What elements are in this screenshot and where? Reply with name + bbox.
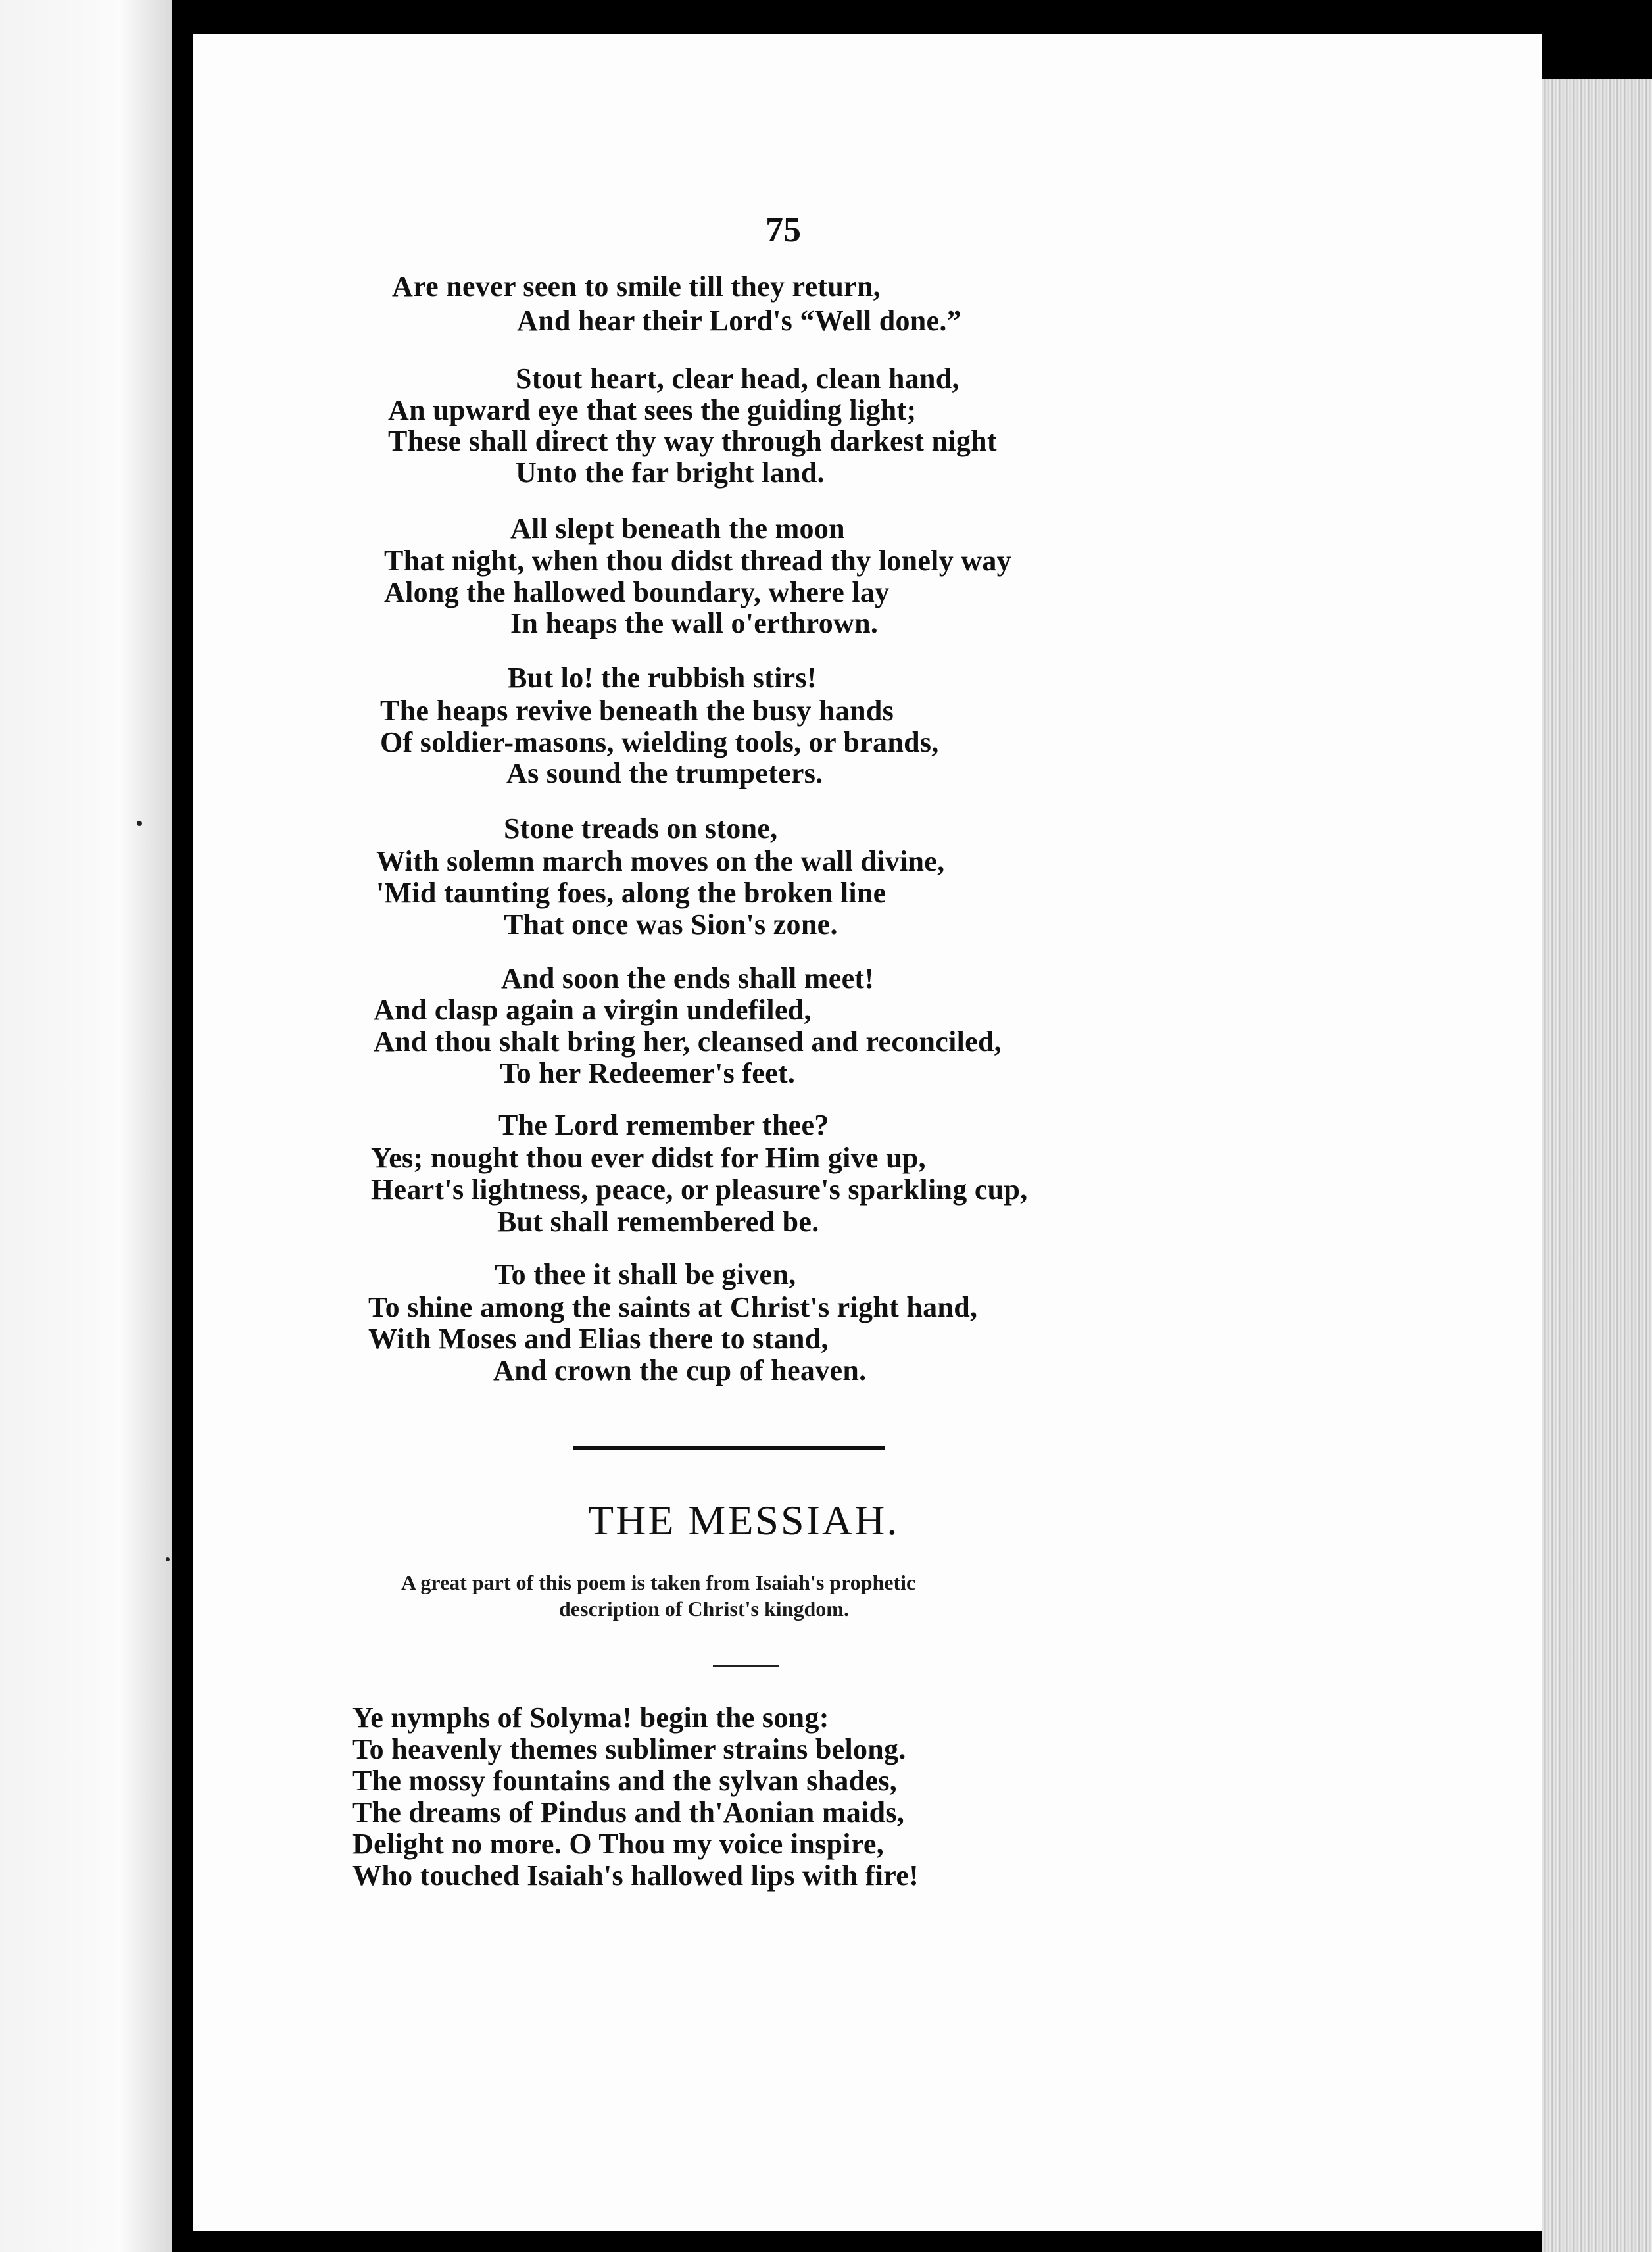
book-gutter [172, 0, 193, 2252]
messiah-line: Delight no more. O Thou my voice inspire, [352, 1828, 884, 1860]
poem-line: To thee it shall be given, [495, 1258, 796, 1290]
poem-line: Unto the far bright land. [516, 456, 825, 489]
poem-line: The heaps revive beneath the busy hands [380, 695, 894, 727]
poem-line: And clasp again a virgin undefiled, [374, 994, 812, 1026]
poem-line: Yes; nought thou ever didst for Him give up, [371, 1142, 926, 1174]
poem-line: Of soldier-masons, wielding tools, or brands, [380, 726, 939, 758]
poem-line: Heart's lightness, peace, or pleasure's sparkling cup, [371, 1173, 1028, 1206]
section-divider [573, 1446, 885, 1450]
ink-speck [137, 821, 142, 826]
poem-line: All slept beneath the moon [510, 512, 845, 545]
facing-page-edge [0, 0, 172, 2252]
poem-line: With solemn march moves on the wall divine, [376, 845, 945, 877]
poem-line: Are never seen to smile till they return, [392, 270, 881, 303]
section-title: THE MESSIAH. [588, 1497, 900, 1544]
messiah-line: The dreams of Pindus and th'Aonian maids, [352, 1796, 905, 1828]
poem-line: An upward eye that sees the guiding light; [388, 394, 917, 426]
poem-line: And hear their Lord's “Well done.” [517, 305, 961, 337]
poem-line: In heaps the wall o'erthrown. [510, 607, 879, 639]
messiah-line: The mossy fountains and the sylvan shades, [352, 1765, 898, 1797]
poem-line: And soon the ends shall meet! [501, 962, 875, 994]
messiah-line: Ye nymphs of Solyma! begin the song: [352, 1701, 829, 1734]
poem-line: Stone treads on stone, [504, 812, 778, 844]
poem-line: But lo! the rubbish stirs! [508, 662, 817, 694]
poem-line: As sound the trumpeters. [506, 757, 823, 789]
ink-speck [166, 1557, 170, 1561]
poem-line: The Lord remember thee? [498, 1109, 829, 1141]
poem-line: And thou shalt bring her, cleansed and reconciled, [374, 1025, 1002, 1058]
section-note-line: description of Christ's kingdom. [559, 1597, 849, 1621]
poem-line: But shall remembered be. [497, 1206, 819, 1238]
poem-line: Stout heart, clear head, clean hand, [516, 362, 960, 395]
poem-line: To shine among the saints at Christ's right hand, [368, 1291, 978, 1323]
messiah-line: Who touched Isaiah's hallowed lips with fire! [352, 1859, 919, 1892]
background-corner [1542, 34, 1652, 79]
poem-line: That night, when thou didst thread thy lonely way [384, 545, 1011, 577]
poem-line: To her Redeemer's feet. [500, 1057, 796, 1089]
poem-line: With Moses and Elias there to stand, [368, 1323, 829, 1355]
page-edges [1542, 79, 1652, 2252]
poem-line: That once was Sion's zone. [504, 908, 838, 941]
messiah-line: To heavenly themes sublimer strains belong. [352, 1733, 906, 1765]
short-divider [713, 1665, 779, 1667]
poem-line: These shall direct thy way through darkest night [388, 425, 997, 457]
poem-line: And crown the cup of heaven. [493, 1354, 867, 1386]
poem-line: 'Mid taunting foes, along the broken line [376, 877, 887, 909]
page-number: 75 [765, 210, 801, 249]
poem-line: Along the hallowed boundary, where lay [384, 576, 890, 608]
section-note-line: A great part of this poem is taken from Isaiah's prophetic [401, 1571, 916, 1594]
